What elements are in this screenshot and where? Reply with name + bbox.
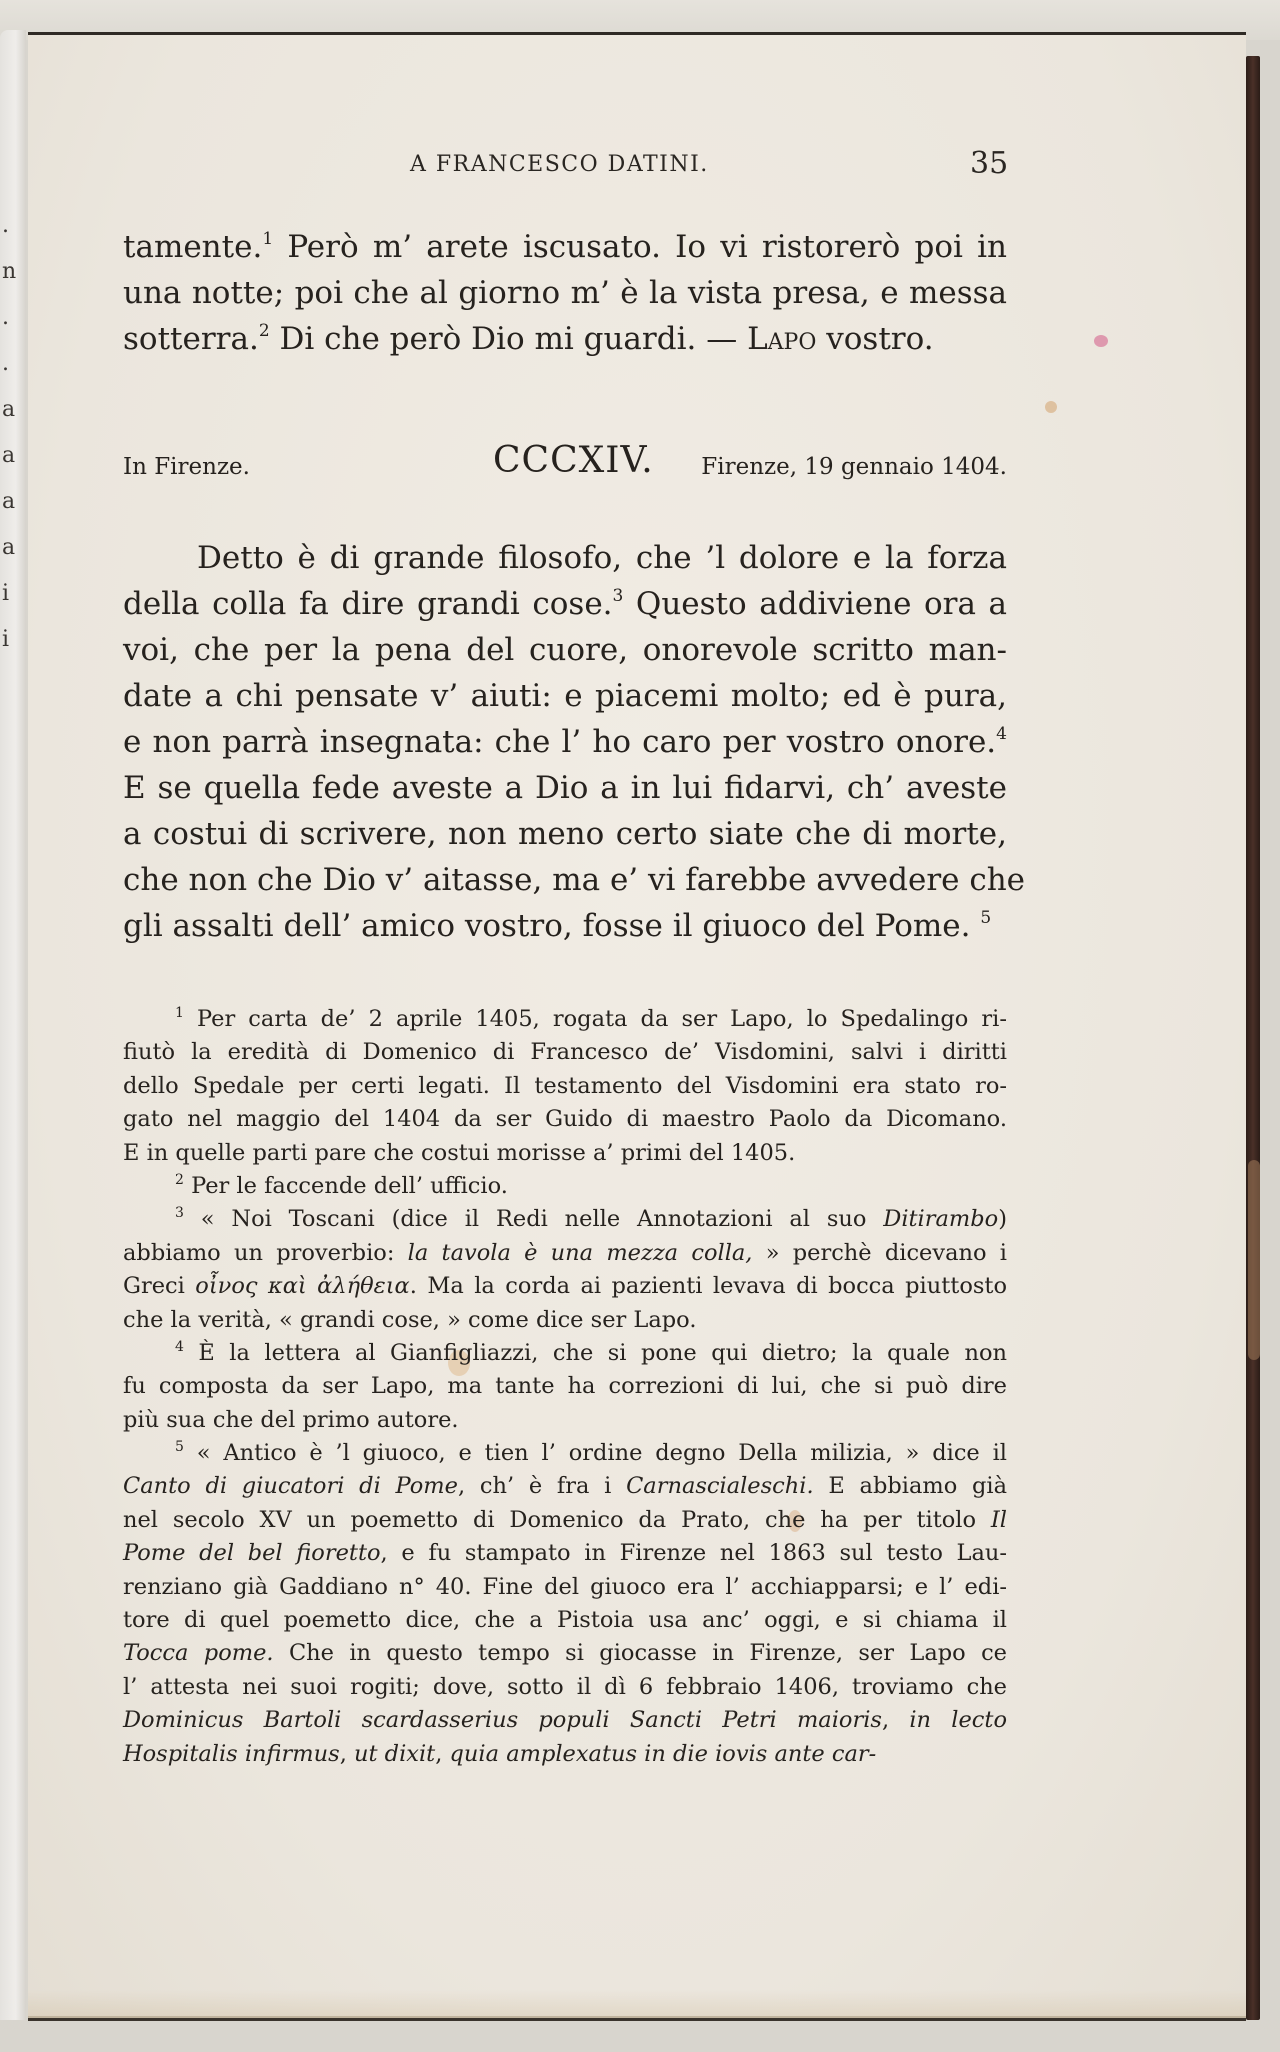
text-run: che non che Dio v’ aitasse, ma e’ vi farebbe avvedere che [123,862,1026,898]
italic-text: Hospitalis infirmus [123,1740,340,1767]
signature: Lapo [747,321,817,357]
footnote-line [123,1604,1007,1637]
footnote-line [123,1504,1007,1537]
text-run: gato nel maggio del 1404 da ser Guido di maestro Paolo da Dicomano. [123,1106,1007,1133]
text-run: tamente. [123,229,263,265]
text-run: Per carta de’ 2 aprile 1405, rogata da ser Lapo, lo Spedalingo ri- [183,1006,1007,1032]
text-line [123,857,1026,903]
text-run: Questo addiviene ora a [623,586,1007,622]
running-head: A FRANCESCO DATINI. [410,152,709,177]
facing-page-text-fragment: . [2,351,9,376]
pink-ink-spot [1094,335,1108,347]
facing-page-text-fragment: a [2,489,16,514]
italic-text: Dominicus Bartoli scardasserius populi Sancti Petri maioris [123,1707,882,1734]
italic-text: Canto di giucatori di Pome [123,1473,458,1500]
footnote-line [123,1537,1007,1570]
text-run: fu composta da ser Lapo, ma tante ha correzioni di lui, che si può dire [123,1373,1007,1400]
footnote-line [123,1103,1007,1136]
footnote-line [123,1070,1007,1103]
text-line [123,903,1007,949]
text-run: Però m’ arete iscusato. Io vi ristorerò poi in [273,229,1007,265]
text-run: , [881,1707,910,1734]
facing-page-text-fragment: i [2,581,10,606]
footnote-marker: 1 [175,1005,184,1021]
footnote-line [123,1203,1007,1236]
text-run: dello Spedale per certi legati. Il testamento del Visdomini era stato ro- [123,1072,1007,1099]
text-run: « Noi Toscani (dice il Redi nelle Annotazioni al suo [183,1206,884,1233]
italic-text: Ditirambo [883,1206,999,1233]
facing-page-text-fragment: i [2,627,10,652]
footnote-line [123,1337,1007,1370]
footnote-line [123,1637,1007,1670]
text-line [123,581,1007,627]
footnote-line [123,1170,1007,1203]
text-run: vostro. [816,321,934,357]
footnote-line [123,1437,1007,1470]
text-line [123,765,1007,811]
footnote-line [123,1237,1007,1270]
text-run: renziano già Gaddiano n° 40. Fine del giuoco era l’ acchiapparsi; e l’ edi- [123,1573,1007,1600]
text-line [123,627,1007,673]
text-run: , ch’ è fra i [457,1473,627,1500]
text-line [123,719,1007,765]
text-line [123,224,1007,270]
text-run: Che in questo tempo si giocasse in Firenze, ser Lapo ce [273,1640,1007,1667]
page-number: 35 [970,146,1009,181]
text-run: della colla fa dire grandi cose. [123,586,613,622]
footnote-line [123,1470,1007,1503]
footnote-marker: 3 [175,1205,184,1222]
footnote-line [123,1404,1007,1437]
footnote-line [123,1370,1007,1403]
text-run: Per le faccende dell’ ufficio. [183,1172,508,1199]
facing-page-edge [0,30,26,2020]
text-run: Detto è di grande filosofo, che ’l dolore e la forza [197,540,1007,576]
foxing-spot [1045,401,1057,413]
text-run: e non parrà insegnata: che l’ ho caro per vostro onore. [123,724,997,760]
facing-page-text-fragment: a [2,535,16,560]
text-run: a costui di scrivere, non meno certo siate che di morte, [123,816,1007,852]
footnote-line [123,1036,1007,1069]
italic-text: quia amplexatus in die iovis ante car- [449,1740,877,1767]
letter-heading [123,440,1007,490]
footnote-line [123,1704,1007,1737]
footnotes [123,1003,1007,1771]
text-run: , [435,1740,450,1767]
text-run: sotterra. [123,321,259,357]
footnote-marker: 5 [980,908,992,928]
text-line [123,270,1007,316]
text-run: abbiamo un proverbio: [123,1239,408,1266]
text-run: tore di quel poemetto dice, che a Pistoia usa anc’ oggi, e si chiama il [123,1607,1007,1634]
text-run: ) [998,1206,1007,1233]
letter-date: Firenze, 19 gennaio 1404. [701,454,1007,480]
footnote-line [123,1671,1007,1704]
text-line [123,811,1007,857]
text-run: gli assalti dell’ amico vostro, fosse il giuoco del Pome. [123,908,981,944]
text-run: nel secolo XV un poemetto di Domenico da Prato, che ha per titolo [123,1506,991,1533]
italic-text: Tocca pome. [123,1640,274,1667]
book-binding-edge [1246,56,1260,2020]
footnote-line [123,1738,1007,1771]
text-run: più sua che del primo autore. [123,1406,459,1433]
text-run: Greci [123,1273,196,1300]
text-run: E in quelle parti pare che costui morisse a’ primi del 1405. [123,1139,796,1166]
facing-page-text-fragment: n [2,259,17,284]
letter-body [123,535,1026,949]
italic-text: Carnascialeschi. [626,1473,814,1500]
facing-page-text-fragment: a [2,443,16,468]
facing-page-text-fragment: . [2,305,9,330]
footnote-line [123,1003,1007,1036]
text-run: , e fu stampato in Firenze nel 1863 sul testo Lau- [380,1540,1008,1567]
italic-text: Pome del bel fioretto [123,1540,381,1567]
footnote-line [123,1304,1007,1337]
footnote-marker: 4 [175,1338,184,1355]
footnote-marker: 5 [175,1439,184,1456]
letter-number: CCCXIV. [493,440,654,481]
binding-stain [1248,1160,1260,1360]
footnote-marker: 2 [175,1171,184,1188]
text-run: , [339,1740,354,1767]
text-run: È la lettera al Gianfigliazzi, che si pone qui dietro; la quale non [183,1339,1007,1366]
text-run: l’ attesta nei suoi rogiti; dove, sotto il dì 6 febbraio 1406, troviamo che [123,1673,1007,1700]
italic-text: la tavola è una mezza colla, [407,1239,753,1266]
text-line [123,673,1007,719]
text-run: che la verità, « grandi cose, » come dice ser Lapo. [123,1306,697,1333]
italic-text: ut dixit [354,1740,436,1767]
text-run: voi, che per la pena del cuore, onorevole scritto man- [123,632,1007,668]
italic-text: οἶνος καὶ ἀλήθεια [195,1273,410,1300]
footnote-marker: 3 [612,586,624,606]
facing-page-text-fragment: a [2,397,16,422]
footnote-line [123,1270,1007,1303]
footnote-line [123,1571,1007,1604]
facing-page-text-fragment: . [2,213,9,238]
footnote-marker: 2 [258,321,270,341]
italic-text: Il [990,1506,1007,1533]
italic-text: in lecto [909,1707,1007,1734]
text-run: » perchè dicevano i [752,1239,1007,1266]
letter-addressee: In Firenze. [123,454,250,480]
text-line [123,535,1007,581]
footnote-marker: 4 [996,724,1007,744]
text-run: . Ma la corda ai pazienti levava di bocca piuttosto [409,1273,1008,1300]
footnote-marker: 1 [262,229,274,249]
text-run: una notte; poi che al giorno m’ è la vista presa, e messa [123,275,1007,311]
text-run: date a chi pensate v’ aiuti: e piacemi molto; ed è pura, [123,678,1007,714]
footnote-line [123,1137,1007,1170]
text-run: E abbiamo già [813,1473,1007,1500]
text-run: fiutò la eredità di Domenico di Francesco de’ Visdomini, salvi i diritti [123,1039,1007,1066]
text-run: E se quella fede aveste a Dio a in lui fidarvi, ch’ aveste [123,770,1007,806]
text-run: « Antico è ’l giuoco, e tien l’ ordine degno Della milizia, » dice il [183,1440,1007,1467]
text-line [123,316,1007,362]
continuation-paragraph [123,224,1007,362]
text-run: Di che però Dio mi guardi. — [269,321,748,357]
